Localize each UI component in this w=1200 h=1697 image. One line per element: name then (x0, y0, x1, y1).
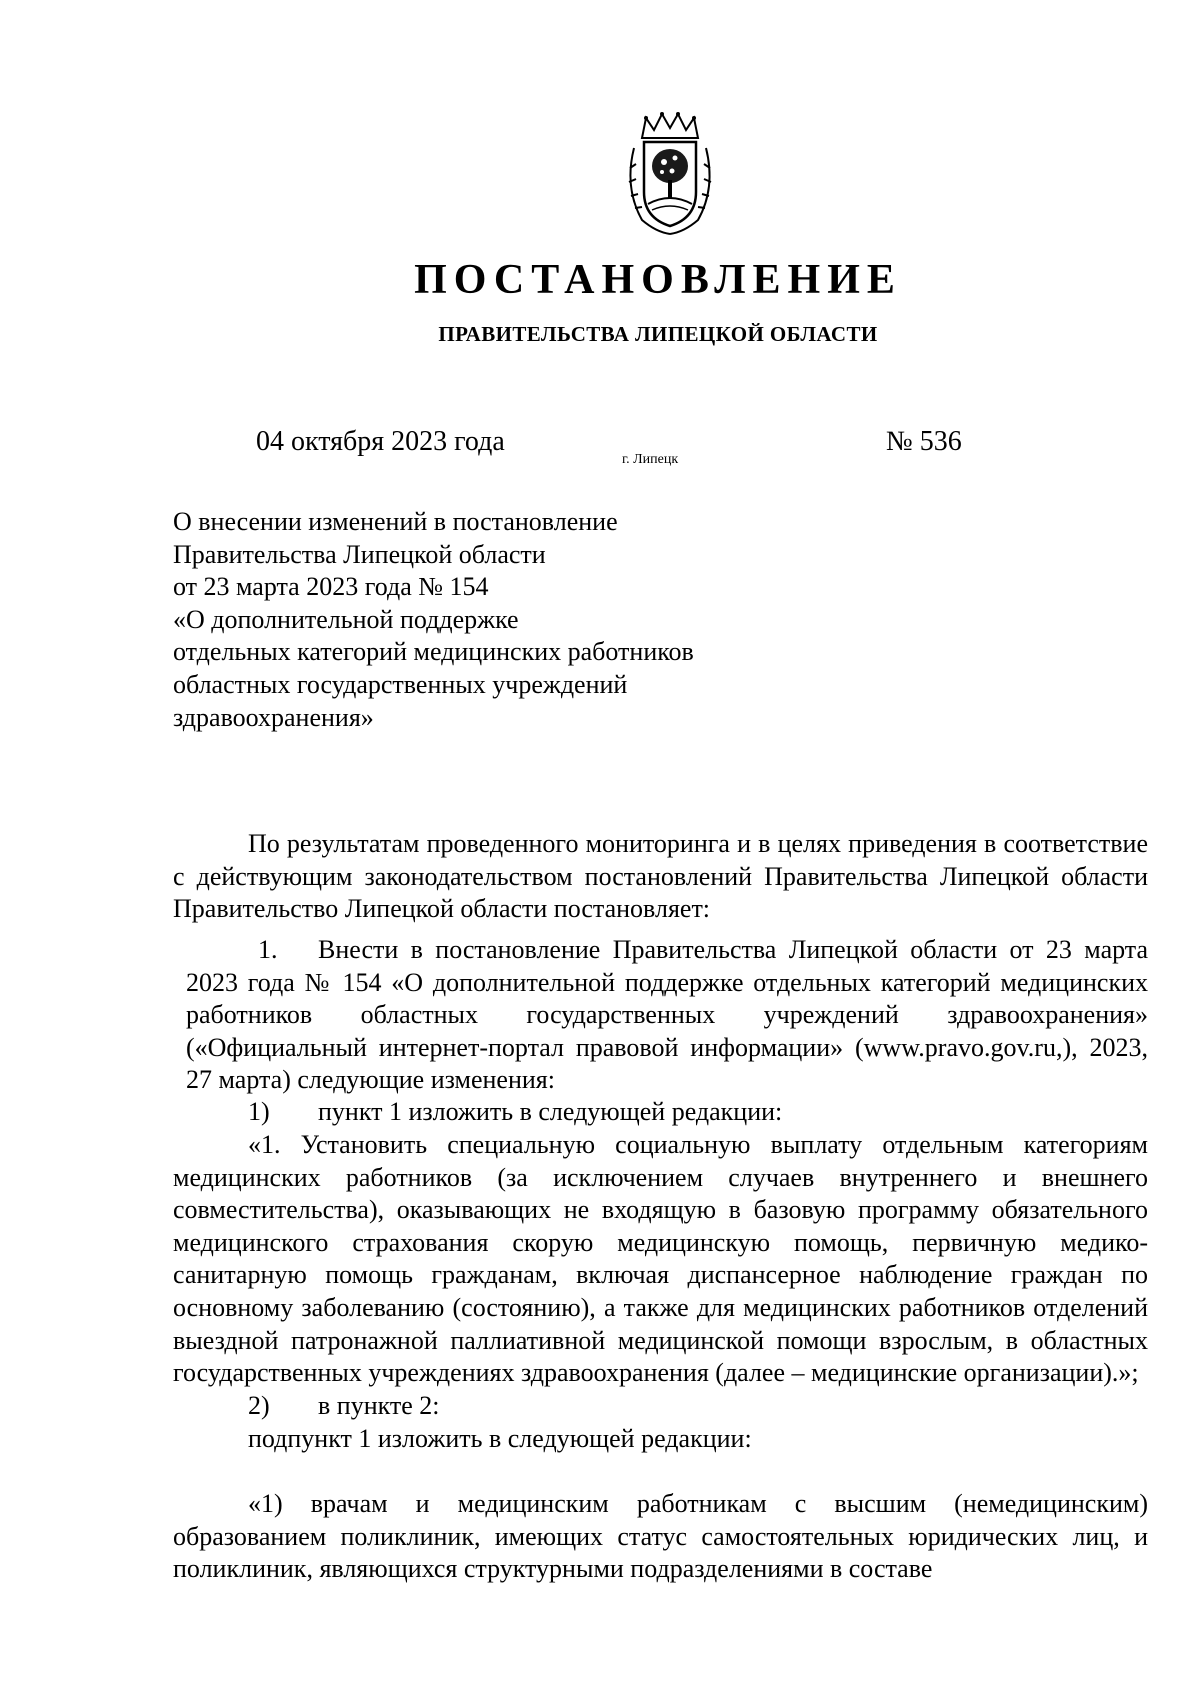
item-text: Внести в постановление Правительства Липецкой области от 23 марта 2023 года № 154 «О дополнительной поддержке отдельных категорий медицинских работников областных государственных учреждений здравоохранения» («Официальный интернет-портал правовой информации» (www.pravo.gov.ru,), 2023, 27 марта) следующие изменения: (186, 935, 1148, 1095)
subitem-text: в пункте 2: (318, 1391, 440, 1420)
document-subject (173, 506, 793, 734)
subject-line: Правительства Липецкой области (173, 539, 546, 569)
subitem-text: пункт 1 изложить в следующей редакции: (318, 1097, 783, 1126)
document-city: г. Липецк (622, 452, 679, 467)
subject-line: «О дополнительной поддержке (173, 604, 519, 634)
item-1-paragraph (186, 934, 1148, 1097)
quoted-paragraph-1: «1. Установить специальную социальную выплату отдельным категориям медицинских работников (за исключением случаев внутреннего и внешнего совместительства), оказывающих не входящую в базовую программу обязательного медицинского страхования скорую медицинскую помощь, первичную медико-санитарную помощь гражданам, включая диспансерное наблюдение граждан по основному заболеванию (состоянию), а также для медицинских работников отделений выездной патронажной паллиативной медицинской помощи взрослым, в областных государственных учреждениях здравоохранения (далее – медицинские организации).»; (173, 1130, 1148, 1388)
subject-line: областных государственных учреждений (173, 669, 628, 699)
subitem-number: 2) (248, 1391, 270, 1420)
subject-line: отдельных категорий медицинских работников (173, 637, 694, 667)
subitem-1 (248, 1096, 1148, 1129)
issuing-authority: ПРАВИТЕЛЬСТВА ЛИПЕЦКОЙ ОБЛАСТИ (438, 322, 878, 346)
subject-line: здравоохранения» (173, 702, 374, 732)
quoted-paragraph-2: «1) врачам и медицинским работникам с высшим (немедицинским) образованием поликлиник, имеющих статус самостоятельных юридических лиц, и поликлиник, являющихся структурными подразделениями в составе (173, 1489, 1148, 1584)
lipetsk-coat-of-arms-icon (620, 108, 720, 238)
subitem-number: 1) (248, 1097, 270, 1126)
subitem-2 (248, 1390, 1148, 1423)
document-number: № 536 (886, 426, 962, 457)
subitem-2-detail: подпункт 1 изложить в следующей редакции: (248, 1424, 752, 1453)
document-type-title: ПОСТАНОВЛЕНИЕ (414, 257, 902, 303)
subject-line: О внесении изменений в постановление (173, 507, 618, 536)
preamble-paragraph: По результатам проведенного мониторинга и в целях приведения в соответствие с действующим законодательством постановлений Правительства Липецкой области Правительство Липецкой области постановляет: (173, 829, 1148, 924)
item-number: 1. (258, 935, 278, 964)
subject-line: от 23 марта 2023 года № 154 (173, 572, 489, 602)
document-date: 04 октября 2023 года (256, 426, 505, 457)
